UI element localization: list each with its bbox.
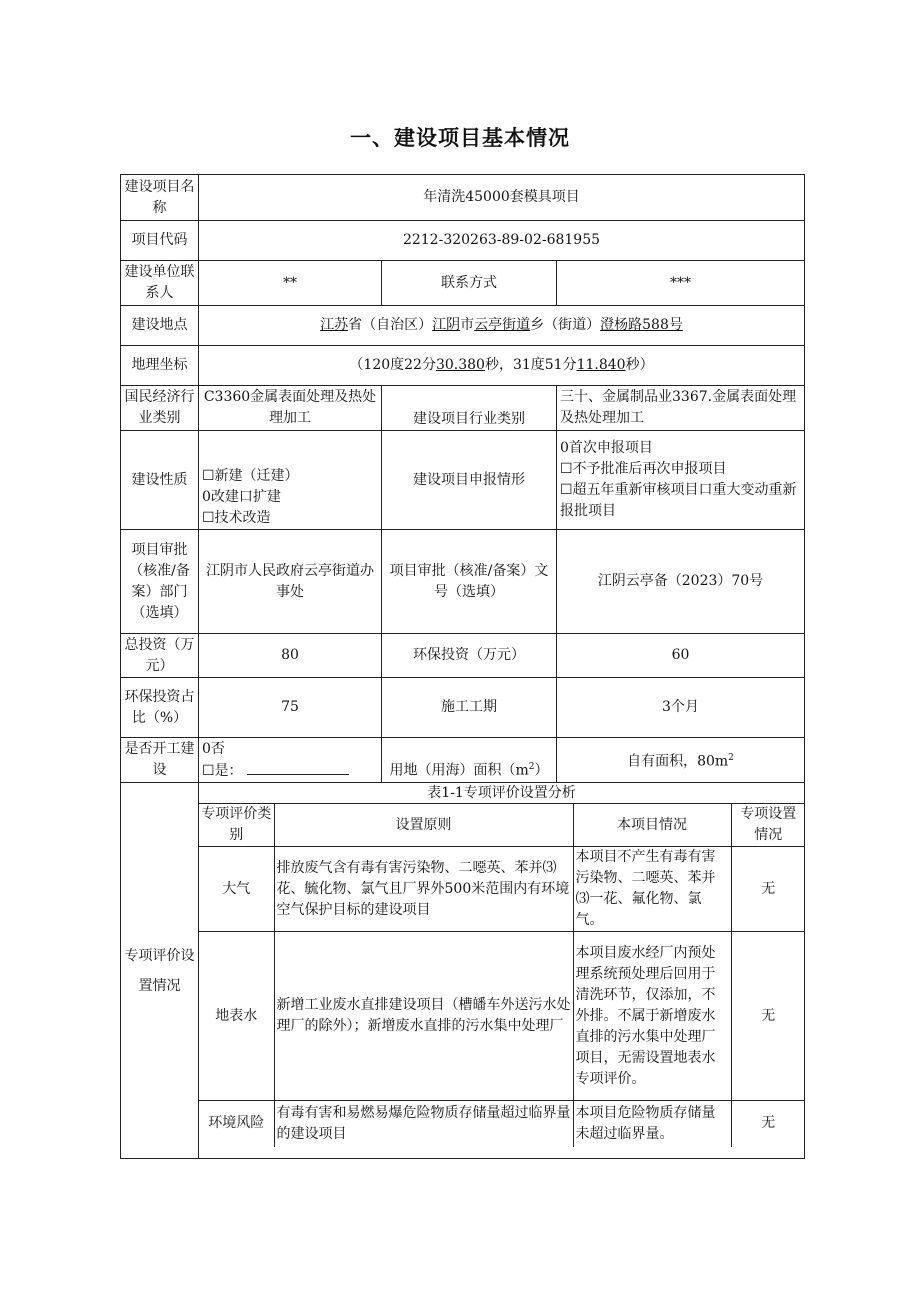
- table-row: [199, 847, 805, 932]
- special-header-setting: 专项设置情况: [731, 804, 805, 847]
- area-label-sup: 2: [528, 762, 535, 773]
- row-approval: [121, 530, 805, 634]
- coords-lon-sec: 30.380: [435, 357, 485, 373]
- row-industry: [121, 386, 805, 431]
- label-project-type: 建设项目行业类别: [382, 386, 557, 431]
- area-value-sup: 2: [728, 752, 734, 763]
- label-approval-doc: 项目审批（核准/备案）文号（选填）: [382, 530, 557, 634]
- special-eval-container: [199, 783, 805, 1159]
- project-type-value: 三十、金属制品业3367.金属表面处理及热处理加工: [557, 386, 805, 431]
- special-header-row: [199, 804, 805, 847]
- investment-value: 80: [199, 634, 382, 678]
- period-value: 3个月: [557, 678, 805, 738]
- special-caption: 表1-1专项评价设置分析: [199, 783, 804, 804]
- label-location: 建设地点: [121, 306, 199, 346]
- special-header-category: 专项评价类别: [199, 804, 274, 847]
- env-investment-value: 60: [557, 634, 805, 678]
- report-option-review[interactable]: ☐超五年重新审核项目口重大变动重新报批项目: [560, 482, 797, 519]
- started-options: [199, 738, 382, 783]
- started-date-blank[interactable]: [247, 760, 349, 775]
- started-option-yes[interactable]: [202, 760, 378, 782]
- row-ratio: [121, 678, 805, 738]
- area-label-text: 用地（用海）面积（m: [389, 763, 529, 779]
- special-header-principle: 设置原则: [274, 804, 573, 847]
- label-env-investment: 环保投资（万元）: [382, 634, 557, 678]
- report-option-resubmit[interactable]: ☐不予批准后再次申报项目: [560, 461, 727, 477]
- nature-option-rebuild[interactable]: 0改建口扩建: [202, 489, 281, 505]
- table-row: [199, 932, 805, 1101]
- project-info-table: [120, 174, 805, 1159]
- coords-p2: 秒，31度51分: [484, 357, 577, 373]
- nature-option-tech[interactable]: ☐技术改造: [202, 510, 271, 526]
- project-name-value: 年清洗45000套模具项目: [199, 175, 805, 221]
- label-investment: 总投资（万元）: [121, 634, 199, 678]
- coords-p1: （120度22分: [349, 357, 436, 373]
- special-principle-risk: 有毒有害和易燃易爆危险物质存储量超过临界量的建设项目: [274, 1101, 573, 1147]
- location-town: 云亭街道: [474, 317, 531, 333]
- location-value: [199, 306, 805, 346]
- special-principle-air: 排放废气含有毒有害污染物、二噁英、苯并⑶花、毓化物、氯气且厂界外500米范围内有环境空气保护目标的建设项目: [274, 847, 573, 932]
- area-value: [557, 738, 805, 783]
- label-special: 专项评价设置情况: [121, 783, 199, 1159]
- row-contact: [121, 261, 805, 306]
- special-principle-water: 新增工业废水直排建设项目（槽皤车外送污水处理厂的除外）；新增废水直排的污水集中处理厂: [274, 932, 573, 1101]
- label-started: 是否开工建设: [121, 738, 199, 783]
- label-contact: 建设单位联系人: [121, 261, 199, 306]
- coords-value: [199, 346, 805, 386]
- report-option-first[interactable]: 0首次申报项目: [560, 440, 653, 456]
- location-p2: 市: [460, 317, 475, 333]
- label-project-code: 项目代码: [121, 221, 199, 261]
- special-situation-water: 本项目废水经厂内预处理系统预处理后回用于清洗环节，仅添加，不外排。不属于新增废水直排的污水集中处理厂项目，无需设置地表水专项评价。: [573, 932, 731, 1101]
- location-road: 澄杨路588号: [600, 317, 683, 333]
- row-coords: [121, 346, 805, 386]
- area-label-end: ）: [534, 763, 549, 779]
- special-category-air: 大气: [199, 847, 274, 932]
- started-option-yes-label: ☐是：: [202, 762, 243, 779]
- location-city: 江阴: [432, 317, 461, 333]
- approval-dept-value: 江阴市人民政府云亭街道办事处: [199, 530, 382, 634]
- special-header-situation: 本项目情况: [573, 804, 731, 847]
- label-project-name: 建设项目名称: [121, 175, 199, 221]
- report-options: [557, 431, 805, 530]
- coords-lat-sec: 11.840: [576, 357, 626, 373]
- label-period: 施工工期: [382, 678, 557, 738]
- label-nature: 建设性质: [121, 431, 199, 530]
- row-started: [121, 738, 805, 783]
- row-project-code: [121, 221, 805, 261]
- coords-p3: 秒）: [625, 357, 654, 373]
- special-setting-water: 无: [731, 932, 805, 1101]
- started-option-no[interactable]: 0否: [202, 740, 225, 757]
- special-category-water: 地表水: [199, 932, 274, 1101]
- contact-value: **: [199, 261, 382, 306]
- label-ratio: 环保投资占比（%）: [121, 678, 199, 738]
- special-eval-table: [199, 804, 805, 1147]
- nature-option-new[interactable]: ☐新建（迁建）: [202, 468, 299, 484]
- location-p1: 省（自治区）: [348, 317, 433, 333]
- row-project-name: [121, 175, 805, 221]
- industry-value: C3360金属表面处理及热处理加工: [199, 386, 382, 431]
- page-title: 一、建设项目基本情况: [350, 126, 570, 150]
- row-location: [121, 306, 805, 346]
- special-situation-risk: 本项目危险物质存储量未超过临界量。: [573, 1101, 731, 1147]
- area-value-text: 自有面积，80m: [627, 753, 729, 770]
- special-category-risk: 环境风险: [199, 1101, 274, 1147]
- label-area: [382, 738, 557, 783]
- special-situation-air: 本项目不产生有毒有害污染物、二噁英、苯并⑶一花、氟化物、氯气。: [573, 847, 731, 932]
- row-investment: [121, 634, 805, 678]
- label-report: 建设项目申报情形: [382, 431, 557, 530]
- table-row: [199, 1101, 805, 1147]
- location-p3: 乡（街道）: [530, 317, 601, 333]
- label-approval-dept: 项目审批（核准/备案）部门（选填）: [121, 530, 199, 634]
- special-setting-risk: 无: [731, 1101, 805, 1147]
- row-nature: [121, 431, 805, 530]
- label-industry: 国民经济行业类别: [121, 386, 199, 431]
- location-province: 江苏: [320, 317, 349, 333]
- nature-options: [199, 431, 382, 530]
- approval-doc-value: 江阴云亭备（2023）70号: [557, 530, 805, 634]
- label-coords: 地理坐标: [121, 346, 199, 386]
- ratio-value: 75: [199, 678, 382, 738]
- special-setting-air: 无: [731, 847, 805, 932]
- project-code-value: 2212-320263-89-02-681955: [199, 221, 805, 261]
- label-contact-method: 联系方式: [382, 261, 557, 306]
- row-special: [121, 783, 805, 1159]
- contact-method-value: ***: [557, 261, 805, 306]
